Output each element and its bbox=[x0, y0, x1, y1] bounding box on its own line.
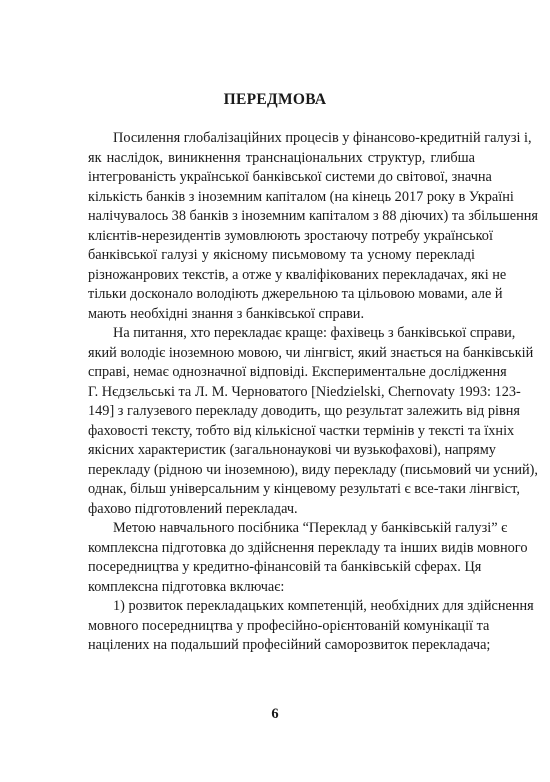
text-line: націлених на подальший професійний саморозвиток перекладача; bbox=[88, 637, 491, 653]
text-line: однак, більш універсальним у кінцевому результаті є все-таки лінгвіст, bbox=[88, 481, 520, 497]
text-line: інтегрованість української банківської системи до світової, значна bbox=[88, 169, 492, 185]
text-line: посередництва у кредитно-фінансовій та банківській сферах. Ця bbox=[88, 559, 482, 575]
text-line: Посилення глобалізаційних процесів у фінансово-кредитній галузі і, bbox=[113, 130, 532, 146]
text-line: мовного посередництва у професійно-орієнтованій комунікації та bbox=[88, 618, 490, 634]
text-line: мають необхідні знання з банківської справи. bbox=[88, 306, 365, 322]
text-line: комплексна підготовка включає: bbox=[88, 579, 285, 595]
text-line: налічувалось 38 банків з іноземним капіталом з 88 діючих) та збільшення bbox=[88, 208, 538, 224]
text-line: Г. Нєдзєльські та Л. М. Черноватого [Niedzielski, Chernovaty 1993: 123- bbox=[88, 384, 521, 400]
text-line: 149] з галузевого перекладу доводить, що результат залежить від рівня bbox=[88, 403, 520, 419]
text-line: банківської галузі у якісному письмовому та усному перекладі bbox=[88, 247, 475, 263]
text-line: 1) розвиток перекладацьких компетенцій, необхідних для здійснення bbox=[113, 598, 534, 614]
text-line: комплексна підготовка до здійснення перекладу та інших видів мовного bbox=[88, 540, 528, 556]
text-line: фахово підготовлений перекладач. bbox=[88, 501, 298, 517]
page-number: 6 bbox=[271, 706, 279, 722]
text-line: Метою навчального посібника “Переклад у банківській галузі” є bbox=[113, 520, 508, 536]
text-line: як наслідок, виникнення транснаціональних структур, глибша bbox=[88, 150, 475, 166]
text-line: клієнтів-нерезидентів зумовлюють зростаючу потребу української bbox=[88, 228, 493, 244]
text-line: справі, немає однозначної відповіді. Експериментальне дослідження bbox=[88, 364, 507, 380]
text-line: На питання, хто перекладає краще: фахівець з банківської справи, bbox=[113, 325, 516, 341]
text-line: який володіє іноземною мовою, чи лінгвіст, який знається на банківській bbox=[88, 345, 534, 361]
text-line: фаховості тексту, тобто від кількісної частки термінів у тексті та їхніх bbox=[88, 423, 515, 439]
text-line: кількість банків з іноземним капіталом (на кінець 2017 року в Україні bbox=[88, 189, 514, 205]
text-line: різножанрових текстів, а отже у кваліфікованих перекладачах, які не bbox=[88, 267, 507, 283]
text-line: якісних характеристик (загальнонаукові чи вузькофахові), напряму bbox=[88, 442, 496, 458]
text-line: перекладу (рідною чи іноземною), виду перекладу (письмовий чи усний), bbox=[88, 462, 539, 478]
page-heading: ПЕРЕДМОВА bbox=[223, 91, 327, 108]
text-line: тільки досконало володіють джерельною та цільовою мовами, але й bbox=[88, 286, 503, 302]
